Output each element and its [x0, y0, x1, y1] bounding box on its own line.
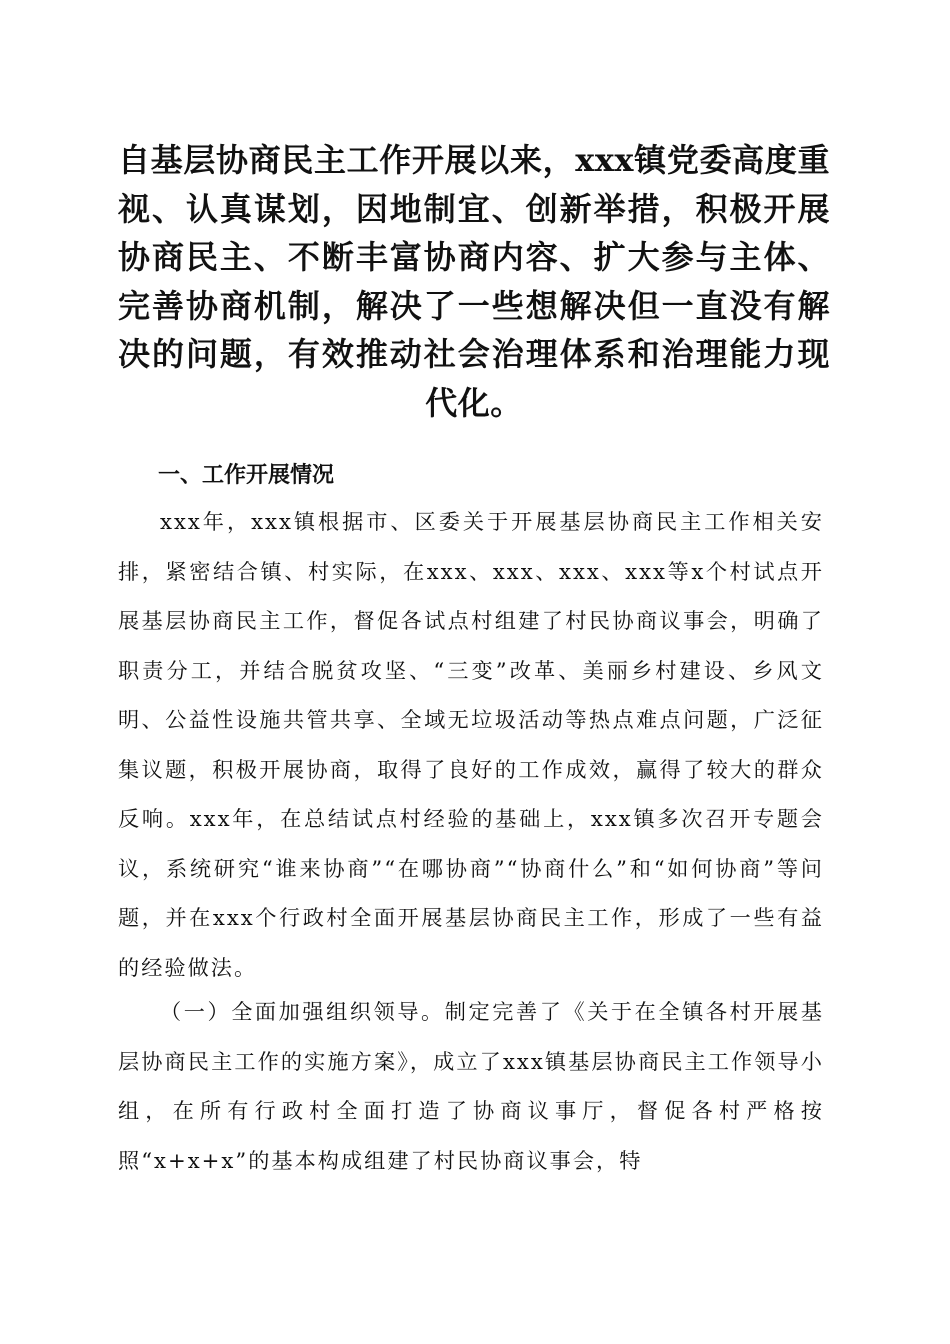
body-paragraph-subsection	[118, 987, 824, 1185]
subsection-heading: （一）全面加强组织领导。	[160, 999, 445, 1024]
subsection-text: 制定完善了《关于在全镇各村开展基层协商民主工作的实施方案》，成立了xxx镇基层协商民主工作领导小组，在所有行政村全面打造了协商议事厅，督促各村严格按照“x+x+x”的基本构成组建了村民协商议事会，特	[118, 999, 824, 1173]
section-heading: 一、工作开展情况	[158, 463, 335, 488]
document-title: 自基层协商民主工作开展以来，xxx镇党委高度重视、认真谋划，因地制宜、创新举措，积极开展协商民主、不断丰富协商内容、扩大参与主体、完善协商机制，解决了一些想解决但一直没有解决的问题，有效推动社会治理体系和治理能力现代化。	[118, 141, 830, 422]
body-paragraph: xxx年，xxx镇根据市、区委关于开展基层协商民主工作相关安排，紧密结合镇、村实际，在xxx、xxx、xxx、xxx等x个村试点开展基层协商民主工作，督促各试点村组建了村民协商议事会，明确了职责分工，并结合脱贫攻坚、“三变”改革、美丽乡村建设、乡风文明、公益性设施共管共享、全域无垃圾活动等热点难点问题，广泛征集议题，积极开展协商，取得了良好的工作成效，赢得了较大的群众反响。xxx年，在总结试点村经验的基础上，xxx镇多次召开专题会议，系统研究“谁来协商”“在哪协商”“协商什么”和“如何协商”等问题，并在xxx个行政村全面开展基层协商民主工作，形成了一些有益的经验做法。	[118, 509, 824, 980]
